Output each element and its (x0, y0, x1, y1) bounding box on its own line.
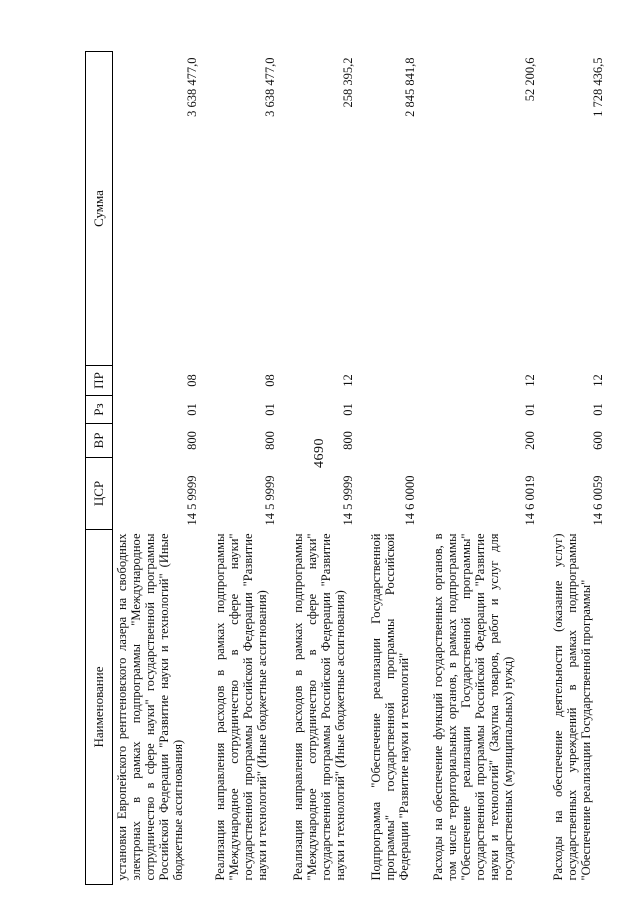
header-name: Наименование (86, 530, 113, 885)
table-header (86, 52, 113, 885)
row-csr: 14 5 9999 (262, 475, 277, 526)
row-sum: 1 728 436,5 (590, 57, 605, 117)
row-sum: 2 845 841,8 (402, 57, 417, 117)
header-vr: ВР (86, 424, 113, 458)
header-pr: ПР (86, 366, 113, 396)
row-csr: 14 6 0000 (402, 475, 417, 526)
row-vr: 600 (590, 431, 605, 450)
row-rz (361, 396, 423, 424)
rotated-page (85, 52, 610, 885)
row-vr: 800 (262, 431, 277, 450)
table-row (543, 52, 611, 885)
row-name: Расходы на обеспечение деятельности (оказание услуг) государственных учреждений в рамках подпрограммы "Обеспечение реализации Государственной программы" (550, 533, 593, 881)
row-csr: 14 5 9999 (184, 475, 199, 526)
row-vr (361, 424, 423, 458)
row-pr (361, 366, 423, 396)
row-rz: 01 (522, 403, 537, 416)
table-row (361, 52, 423, 885)
table-row (423, 52, 543, 885)
row-sum: 258 395,2 (340, 57, 355, 108)
row-pr: 08 (262, 374, 277, 387)
header-rz: Рз (86, 396, 113, 424)
row-rz: 01 (184, 403, 199, 416)
row-csr: 14 6 0059 (590, 475, 605, 526)
row-name: установки Европейского рентгеновского лазера на свободных электронах в рамках подпрограммы "Международное сотрудничество в сфере науки" государственной программы Российской Федерации "Развитие науки и технологий" (Иные бюджетные ассигнования) (115, 533, 185, 881)
row-pr: 12 (590, 374, 605, 387)
row-csr: 14 6 0019 (522, 475, 537, 526)
row-vr: 800 (340, 431, 355, 450)
table-body (113, 52, 611, 885)
row-name: Реализация направления расходов в рамках подпрограммы "Международное сотрудничество в сфере науки" государственной программы Российской Федерации "Развитие науки и технологий" (Иные бюджетные ассигнования) (290, 533, 347, 881)
row-rz: 01 (340, 403, 355, 416)
row-sum: 3 638 477,0 (262, 57, 277, 117)
row-name: Расходы на обеспечение функций государственных органов, в том числе территориальных органов, в рамках подпрограммы "Обеспечение реализации Государственной программы" государственной программы Российской Федерации "Развитие науки и технологий" (Закупка товаров, работ и услуг для государственных (муниципальных) нужд) (430, 533, 515, 881)
row-name: Подпрограмма "Обеспечение реализации Государственной программы" государственной программы Российской Федерации "Развитие науки и технологий" (368, 533, 411, 881)
page-number: 4690 (312, 437, 327, 468)
table-row (113, 52, 205, 885)
row-sum: 52 200,6 (522, 57, 537, 102)
row-pr: 12 (522, 374, 537, 387)
row-pr: 12 (340, 374, 355, 387)
header-sum: Сумма (86, 52, 113, 366)
header-csr: ЦСР (86, 458, 113, 530)
row-rz: 01 (590, 403, 605, 416)
table-row (205, 52, 283, 885)
row-vr: 800 (184, 431, 199, 450)
row-rz: 01 (262, 403, 277, 416)
table-row (283, 52, 361, 885)
row-pr: 08 (184, 374, 199, 387)
row-sum: 3 638 477,0 (184, 57, 199, 117)
row-name: Реализация направления расходов в рамках подпрограммы "Международное сотрудничество в сфере науки" государственной программы Российской Федерации "Развитие науки и технологий" (Иные бюджетные ассигнования) (212, 533, 269, 881)
row-csr: 14 5 9999 (340, 475, 355, 526)
row-vr: 200 (522, 431, 537, 450)
budget-table (85, 51, 611, 885)
